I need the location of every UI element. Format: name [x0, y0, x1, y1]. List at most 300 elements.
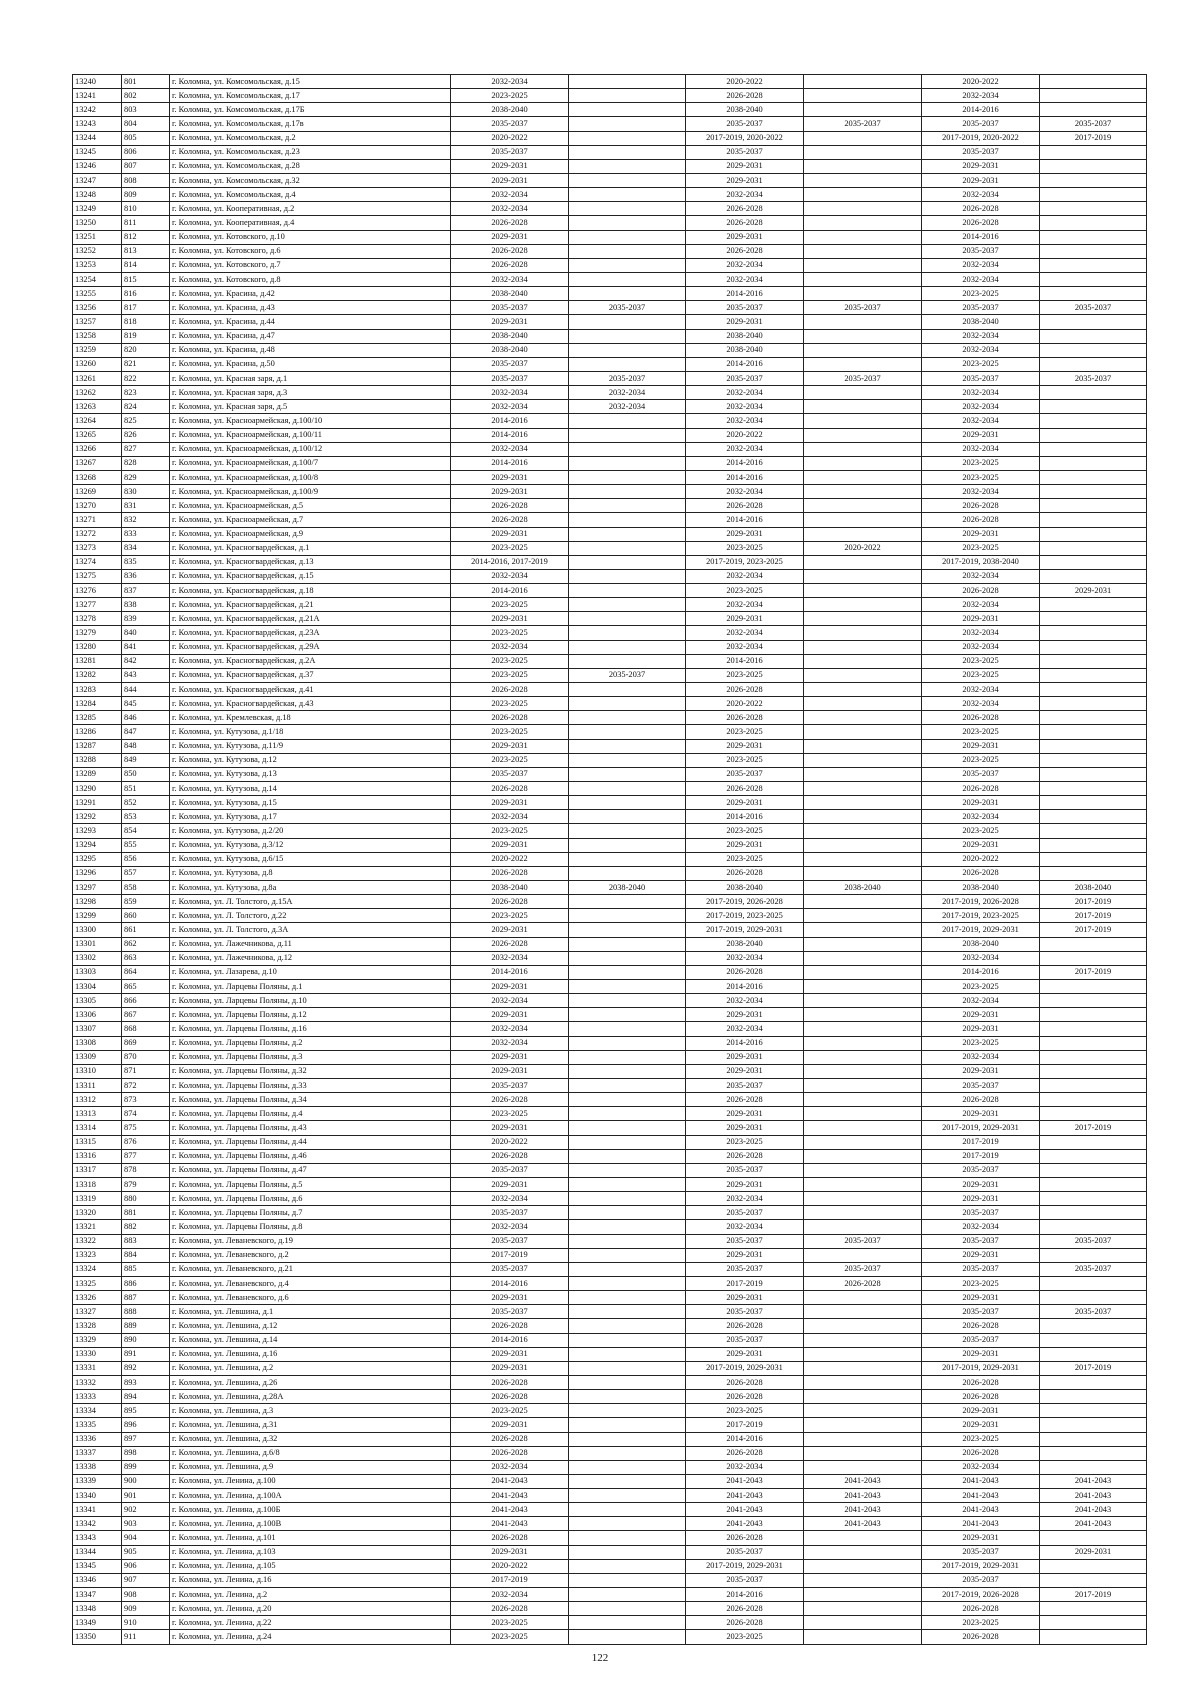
address-cell: г. Коломна, ул. Ларцевы Поляны, д.2 [170, 1036, 451, 1050]
period-cell-6: 2038-2040 [1040, 881, 1147, 895]
period-cell-3: 2029-2031 [686, 1064, 804, 1078]
period-cell-6 [1040, 89, 1147, 103]
period-cell-2 [569, 1206, 686, 1220]
table-row [73, 371, 1147, 385]
row-id-cell: 13288 [73, 753, 122, 767]
period-cell-3: 2032-2034 [686, 258, 804, 272]
period-cell-3: 2035-2037 [686, 145, 804, 159]
table-row [73, 810, 1147, 824]
address-cell: г. Коломна, ул. Левшина, д.16 [170, 1347, 451, 1361]
table-row [73, 1022, 1147, 1036]
period-cell-3: 2023-2025 [686, 541, 804, 555]
period-cell-6 [1040, 173, 1147, 187]
period-cell-1: 2032-2034 [451, 994, 569, 1008]
table-row [73, 1517, 1147, 1531]
period-cell-2 [569, 640, 686, 654]
period-cell-3: 2014-2016 [686, 810, 804, 824]
period-cell-4 [804, 725, 922, 739]
period-cell-5: 2029-2031 [922, 838, 1040, 852]
period-cell-5: 2014-2016 [922, 230, 1040, 244]
period-cell-3: 2029-2031 [686, 1050, 804, 1064]
table-row [73, 1375, 1147, 1389]
period-cell-6: 2029-2031 [1040, 584, 1147, 598]
row-number-cell: 817 [122, 301, 170, 315]
row-number-cell: 869 [122, 1036, 170, 1050]
period-cell-2 [569, 782, 686, 796]
period-cell-3: 2026-2028 [686, 89, 804, 103]
row-number-cell: 872 [122, 1078, 170, 1092]
row-number-cell: 818 [122, 315, 170, 329]
period-cell-4: 2041-2043 [804, 1503, 922, 1517]
address-cell: г. Коломна, ул. Ларцевы Поляны, д.8 [170, 1220, 451, 1234]
row-id-cell: 13279 [73, 626, 122, 640]
period-cell-3: 2029-2031 [686, 230, 804, 244]
row-id-cell: 13274 [73, 555, 122, 569]
period-cell-3: 2029-2031 [686, 1248, 804, 1262]
address-cell: г. Коломна, ул. Кутузова, д.8 [170, 866, 451, 880]
row-id-cell: 13281 [73, 654, 122, 668]
row-number-cell: 809 [122, 188, 170, 202]
period-cell-2: 2035-2037 [569, 371, 686, 385]
table-row [73, 1404, 1147, 1418]
address-cell: г. Коломна, ул. Ларцевы Поляны, д.6 [170, 1192, 451, 1206]
row-number-cell: 805 [122, 131, 170, 145]
period-cell-3: 2029-2031 [686, 739, 804, 753]
table-row [73, 1588, 1147, 1602]
period-cell-6 [1040, 1531, 1147, 1545]
period-cell-1: 2029-2031 [451, 1418, 569, 1432]
period-cell-5: 2035-2037 [922, 1305, 1040, 1319]
table-row [73, 272, 1147, 286]
row-id-cell: 13259 [73, 343, 122, 357]
row-number-cell: 879 [122, 1177, 170, 1191]
period-cell-1: 2023-2025 [451, 753, 569, 767]
address-cell: г. Коломна, ул. Красноармейская, д.100/7 [170, 456, 451, 470]
row-number-cell: 813 [122, 244, 170, 258]
period-cell-2 [569, 626, 686, 640]
period-cell-2 [569, 131, 686, 145]
period-cell-2 [569, 1531, 686, 1545]
row-number-cell: 886 [122, 1276, 170, 1290]
address-cell: г. Коломна, ул. Красноармейская, д.100/12 [170, 442, 451, 456]
row-number-cell: 876 [122, 1135, 170, 1149]
period-cell-3: 2020-2022 [686, 428, 804, 442]
period-cell-6 [1040, 329, 1147, 343]
period-cell-3: 2014-2016 [686, 470, 804, 484]
period-cell-3: 2023-2025 [686, 668, 804, 682]
period-cell-2 [569, 1588, 686, 1602]
row-id-cell: 13258 [73, 329, 122, 343]
row-id-cell: 13318 [73, 1177, 122, 1191]
row-number-cell: 855 [122, 838, 170, 852]
row-number-cell: 865 [122, 980, 170, 994]
period-cell-6 [1040, 626, 1147, 640]
row-number-cell: 843 [122, 668, 170, 682]
period-cell-1: 2029-2031 [451, 1050, 569, 1064]
row-number-cell: 830 [122, 485, 170, 499]
period-cell-4 [804, 216, 922, 230]
period-cell-6 [1040, 513, 1147, 527]
period-cell-4 [804, 937, 922, 951]
row-id-cell: 13299 [73, 909, 122, 923]
row-number-cell: 807 [122, 159, 170, 173]
period-cell-4 [804, 1192, 922, 1206]
period-cell-2 [569, 1121, 686, 1135]
period-cell-2 [569, 357, 686, 371]
row-id-cell: 13269 [73, 485, 122, 499]
period-cell-6: 2041-2043 [1040, 1517, 1147, 1531]
period-cell-1: 2014-2016 [451, 414, 569, 428]
period-cell-3: 2029-2031 [686, 315, 804, 329]
row-id-cell: 13254 [73, 272, 122, 286]
period-cell-4 [804, 1064, 922, 1078]
period-cell-3: 2026-2028 [686, 1446, 804, 1460]
period-cell-1: 2026-2028 [451, 937, 569, 951]
period-cell-1: 2029-2031 [451, 923, 569, 937]
period-cell-4 [804, 1418, 922, 1432]
row-id-cell: 13335 [73, 1418, 122, 1432]
period-cell-6 [1040, 527, 1147, 541]
table-row [73, 1206, 1147, 1220]
table-row [73, 1503, 1147, 1517]
period-cell-6 [1040, 357, 1147, 371]
period-cell-1: 2029-2031 [451, 1545, 569, 1559]
period-cell-6: 2017-2019 [1040, 1121, 1147, 1135]
address-cell: г. Коломна, ул. Ларцевы Поляны, д.3 [170, 1050, 451, 1064]
period-cell-3: 2032-2034 [686, 272, 804, 286]
period-cell-3: 2023-2025 [686, 852, 804, 866]
period-cell-6: 2017-2019 [1040, 1588, 1147, 1602]
period-cell-3: 2026-2028 [686, 1375, 804, 1389]
address-cell: г. Коломна, ул. Ленина, д.100В [170, 1517, 451, 1531]
period-cell-2 [569, 767, 686, 781]
address-cell: г. Коломна, ул. Левшина, д.31 [170, 1418, 451, 1432]
row-number-cell: 904 [122, 1531, 170, 1545]
period-cell-6: 2035-2037 [1040, 371, 1147, 385]
period-cell-4 [804, 513, 922, 527]
period-cell-5: 2032-2034 [922, 272, 1040, 286]
period-cell-2 [569, 1064, 686, 1078]
period-cell-5: 2023-2025 [922, 456, 1040, 470]
row-number-cell: 852 [122, 796, 170, 810]
row-number-cell: 853 [122, 810, 170, 824]
table-row [73, 499, 1147, 513]
table-row [73, 1446, 1147, 1460]
table-row [73, 909, 1147, 923]
address-cell: г. Коломна, ул. Комсомольская, д.23 [170, 145, 451, 159]
period-cell-2 [569, 456, 686, 470]
period-cell-1: 2035-2037 [451, 301, 569, 315]
period-cell-4 [804, 1559, 922, 1573]
address-cell: г. Коломна, ул. Красногвардейская, д.1 [170, 541, 451, 555]
period-cell-4 [804, 1432, 922, 1446]
period-cell-4 [804, 711, 922, 725]
period-cell-4 [804, 909, 922, 923]
period-cell-1: 2035-2037 [451, 1262, 569, 1276]
period-cell-2 [569, 329, 686, 343]
table-row [73, 89, 1147, 103]
period-cell-4 [804, 584, 922, 598]
table-row [73, 1573, 1147, 1587]
period-cell-5: 2020-2022 [922, 852, 1040, 866]
period-cell-3: 2032-2034 [686, 569, 804, 583]
period-cell-5: 2041-2043 [922, 1489, 1040, 1503]
period-cell-3: 2035-2037 [686, 1305, 804, 1319]
period-cell-5: 2017-2019, 2020-2022 [922, 131, 1040, 145]
period-cell-5: 2026-2028 [922, 866, 1040, 880]
row-number-cell: 905 [122, 1545, 170, 1559]
row-id-cell: 13289 [73, 767, 122, 781]
table-row [73, 244, 1147, 258]
row-number-cell: 892 [122, 1361, 170, 1375]
row-id-cell: 13321 [73, 1220, 122, 1234]
period-cell-4 [804, 173, 922, 187]
period-cell-5: 2032-2034 [922, 626, 1040, 640]
period-cell-6 [1040, 1404, 1147, 1418]
period-cell-2 [569, 810, 686, 824]
period-cell-4 [804, 980, 922, 994]
address-cell: г. Коломна, ул. Красногвардейская, д.21А [170, 612, 451, 626]
period-cell-6 [1040, 796, 1147, 810]
row-id-cell: 13251 [73, 230, 122, 244]
period-cell-1: 2029-2031 [451, 796, 569, 810]
table-row [73, 386, 1147, 400]
period-cell-3: 2029-2031 [686, 1291, 804, 1305]
row-number-cell: 812 [122, 230, 170, 244]
period-cell-6: 2035-2037 [1040, 1234, 1147, 1248]
period-cell-5: 2026-2028 [922, 1630, 1040, 1644]
period-cell-3: 2014-2016 [686, 357, 804, 371]
period-cell-6: 2041-2043 [1040, 1474, 1147, 1488]
table-row [73, 131, 1147, 145]
address-cell: г. Коломна, ул. Левшина, д.9 [170, 1460, 451, 1474]
row-number-cell: 878 [122, 1163, 170, 1177]
period-cell-1: 2023-2025 [451, 668, 569, 682]
period-cell-2 [569, 216, 686, 230]
row-id-cell: 13265 [73, 428, 122, 442]
row-number-cell: 840 [122, 626, 170, 640]
period-cell-2 [569, 1418, 686, 1432]
row-number-cell: 867 [122, 1008, 170, 1022]
period-cell-3: 2017-2019, 2029-2031 [686, 923, 804, 937]
period-cell-5: 2035-2037 [922, 117, 1040, 131]
period-cell-4 [804, 1616, 922, 1630]
period-cell-6: 2017-2019 [1040, 923, 1147, 937]
row-id-cell: 13325 [73, 1276, 122, 1290]
period-cell-1: 2029-2031 [451, 1291, 569, 1305]
period-cell-5: 2035-2037 [922, 244, 1040, 258]
address-cell: г. Коломна, ул. Левшина, д.26 [170, 1375, 451, 1389]
period-cell-5: 2032-2034 [922, 414, 1040, 428]
period-cell-2 [569, 159, 686, 173]
row-id-cell: 13278 [73, 612, 122, 626]
address-cell: г. Коломна, ул. Красногвардейская, д.23А [170, 626, 451, 640]
period-cell-1: 2029-2031 [451, 1008, 569, 1022]
address-cell: г. Коломна, ул. Левшина, д.1 [170, 1305, 451, 1319]
period-cell-3: 2032-2034 [686, 485, 804, 499]
period-cell-6 [1040, 980, 1147, 994]
row-number-cell: 859 [122, 895, 170, 909]
period-cell-6 [1040, 470, 1147, 484]
period-cell-4 [804, 965, 922, 979]
period-cell-2 [569, 1333, 686, 1347]
row-id-cell: 13338 [73, 1460, 122, 1474]
period-cell-1: 2032-2034 [451, 272, 569, 286]
row-number-cell: 833 [122, 527, 170, 541]
period-cell-1: 2041-2043 [451, 1517, 569, 1531]
table-row [73, 541, 1147, 555]
period-cell-4 [804, 994, 922, 1008]
period-cell-6 [1040, 1149, 1147, 1163]
period-cell-1: 2041-2043 [451, 1489, 569, 1503]
period-cell-3: 2020-2022 [686, 697, 804, 711]
address-cell: г. Коломна, ул. Лазарева, д.10 [170, 965, 451, 979]
period-cell-3: 2029-2031 [686, 1121, 804, 1135]
row-id-cell: 13331 [73, 1361, 122, 1375]
period-cell-2 [569, 965, 686, 979]
period-cell-1: 2032-2034 [451, 1460, 569, 1474]
address-cell: г. Коломна, ул. Левшина, д.32 [170, 1432, 451, 1446]
period-cell-2 [569, 1404, 686, 1418]
address-cell: г. Коломна, ул. Комсомольская, д.28 [170, 159, 451, 173]
period-cell-2 [569, 244, 686, 258]
period-cell-5: 2032-2034 [922, 994, 1040, 1008]
table-row [73, 838, 1147, 852]
period-cell-3: 2023-2025 [686, 753, 804, 767]
table-row [73, 315, 1147, 329]
period-cell-3: 2014-2016 [686, 287, 804, 301]
table-row [73, 1602, 1147, 1616]
row-number-cell: 845 [122, 697, 170, 711]
period-cell-5: 2041-2043 [922, 1517, 1040, 1531]
period-cell-2: 2032-2034 [569, 400, 686, 414]
period-cell-2 [569, 89, 686, 103]
period-cell-6 [1040, 244, 1147, 258]
period-cell-1: 2032-2034 [451, 951, 569, 965]
period-cell-6 [1040, 386, 1147, 400]
period-cell-1: 2032-2034 [451, 810, 569, 824]
period-cell-4 [804, 1404, 922, 1418]
table-row [73, 216, 1147, 230]
row-number-cell: 887 [122, 1291, 170, 1305]
period-cell-4 [804, 202, 922, 216]
period-cell-3: 2032-2034 [686, 400, 804, 414]
address-cell: г. Коломна, ул. Ларцевы Поляны, д.46 [170, 1149, 451, 1163]
period-cell-2 [569, 1545, 686, 1559]
period-cell-5: 2038-2040 [922, 315, 1040, 329]
period-cell-4 [804, 1135, 922, 1149]
period-cell-5: 2029-2031 [922, 173, 1040, 187]
period-cell-6 [1040, 442, 1147, 456]
period-cell-4 [804, 131, 922, 145]
period-cell-2 [569, 1375, 686, 1389]
period-cell-3: 2038-2040 [686, 329, 804, 343]
period-cell-4 [804, 527, 922, 541]
table-row [73, 513, 1147, 527]
period-cell-6 [1040, 654, 1147, 668]
period-cell-6 [1040, 612, 1147, 626]
period-cell-2 [569, 711, 686, 725]
row-number-cell: 810 [122, 202, 170, 216]
row-number-cell: 854 [122, 824, 170, 838]
row-id-cell: 13271 [73, 513, 122, 527]
address-cell: г. Коломна, ул. Ларцевы Поляны, д.33 [170, 1078, 451, 1092]
period-cell-3: 2035-2037 [686, 1206, 804, 1220]
table-row [73, 1630, 1147, 1644]
period-cell-3: 2017-2019, 2020-2022 [686, 131, 804, 145]
row-number-cell: 842 [122, 654, 170, 668]
table-row [73, 994, 1147, 1008]
row-id-cell: 13267 [73, 456, 122, 470]
row-id-cell: 13310 [73, 1064, 122, 1078]
address-cell: г. Коломна, ул. Кооперативная, д.2 [170, 202, 451, 216]
period-cell-3: 2035-2037 [686, 301, 804, 315]
period-cell-3: 2029-2031 [686, 612, 804, 626]
period-cell-5: 2023-2025 [922, 1276, 1040, 1290]
period-cell-6 [1040, 1163, 1147, 1177]
row-id-cell: 13298 [73, 895, 122, 909]
period-cell-6 [1040, 1220, 1147, 1234]
period-cell-5: 2032-2034 [922, 89, 1040, 103]
period-cell-1: 2026-2028 [451, 1432, 569, 1446]
row-id-cell: 13339 [73, 1474, 122, 1488]
period-cell-1: 2026-2028 [451, 782, 569, 796]
period-cell-2 [569, 1503, 686, 1517]
period-cell-5: 2032-2034 [922, 343, 1040, 357]
period-cell-5: 2035-2037 [922, 1545, 1040, 1559]
table-row [73, 951, 1147, 965]
period-cell-6 [1040, 866, 1147, 880]
row-id-cell: 13241 [73, 89, 122, 103]
period-cell-5: 2026-2028 [922, 584, 1040, 598]
period-cell-2 [569, 1022, 686, 1036]
address-cell: г. Коломна, ул. Кутузова, д.6/15 [170, 852, 451, 866]
period-cell-2 [569, 499, 686, 513]
address-cell: г. Коломна, ул. Красноармейская, д.7 [170, 513, 451, 527]
period-cell-1: 2014-2016, 2017-2019 [451, 555, 569, 569]
period-cell-4 [804, 1107, 922, 1121]
period-cell-3: 2014-2016 [686, 1588, 804, 1602]
row-id-cell: 13343 [73, 1531, 122, 1545]
period-cell-5: 2035-2037 [922, 1262, 1040, 1276]
period-cell-2 [569, 103, 686, 117]
period-cell-5: 2041-2043 [922, 1503, 1040, 1517]
period-cell-2 [569, 1474, 686, 1488]
period-cell-3: 2038-2040 [686, 343, 804, 357]
period-cell-6 [1040, 287, 1147, 301]
period-cell-6: 2017-2019 [1040, 1361, 1147, 1375]
period-cell-2 [569, 994, 686, 1008]
period-cell-4 [804, 485, 922, 499]
address-cell: г. Коломна, ул. Ларцевы Поляны, д.32 [170, 1064, 451, 1078]
period-cell-4 [804, 470, 922, 484]
row-id-cell: 13249 [73, 202, 122, 216]
row-id-cell: 13256 [73, 301, 122, 315]
period-cell-1: 2035-2037 [451, 767, 569, 781]
period-cell-3: 2032-2034 [686, 414, 804, 428]
period-cell-5: 2029-2031 [922, 527, 1040, 541]
table-row [73, 1008, 1147, 1022]
period-cell-3: 2032-2034 [686, 1022, 804, 1036]
row-id-cell: 13334 [73, 1404, 122, 1418]
period-cell-2 [569, 980, 686, 994]
period-cell-5: 2029-2031 [922, 796, 1040, 810]
period-cell-3: 2023-2025 [686, 584, 804, 598]
row-id-cell: 13292 [73, 810, 122, 824]
address-cell: г. Коломна, ул. Ларцевы Поляны, д.7 [170, 1206, 451, 1220]
address-cell: г. Коломна, ул. Кутузова, д.14 [170, 782, 451, 796]
table-row [73, 683, 1147, 697]
